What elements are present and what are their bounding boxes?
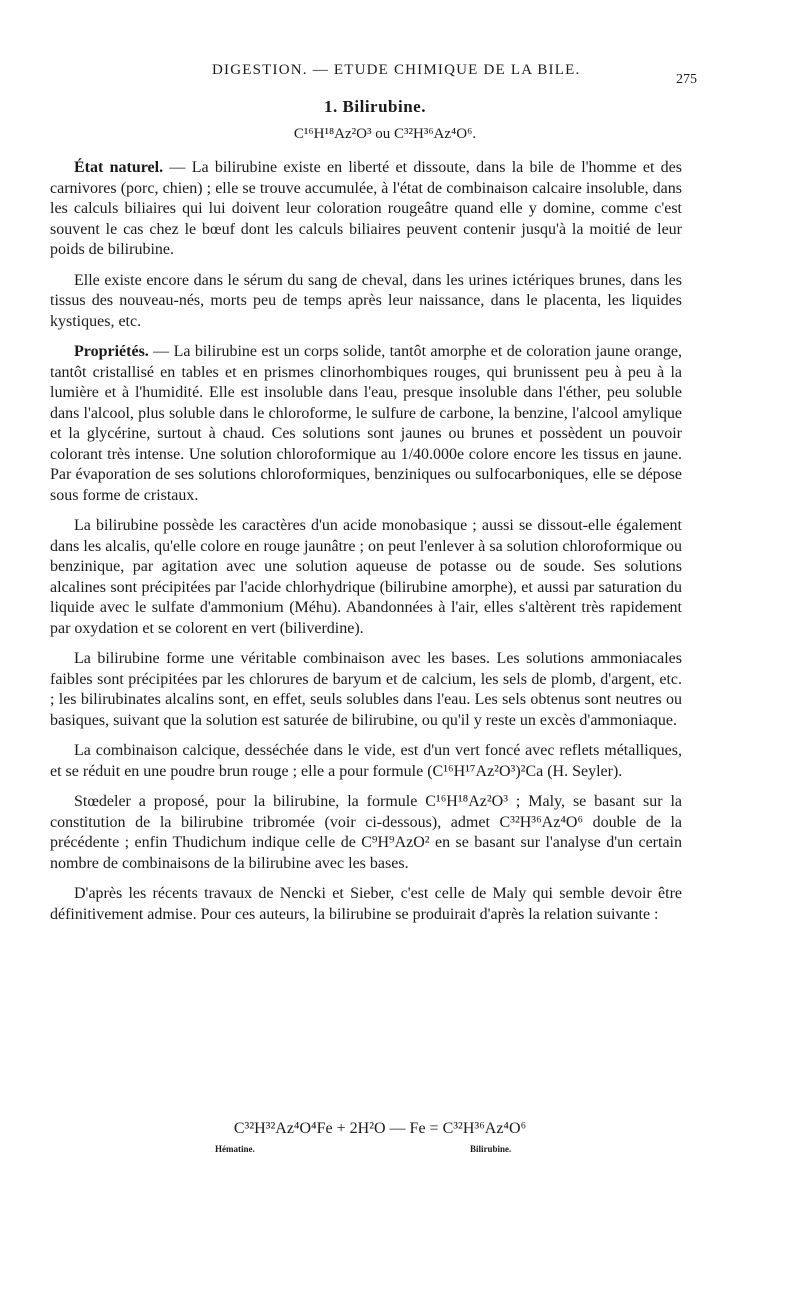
running-head: DIGESTION. — ETUDE CHIMIQUE DE LA BILE. xyxy=(212,62,581,78)
paragraph-text: D'après les récents travaux de Nencki et Sieber, c'est celle de Maly qui semble devoir être définitivement admise. Pour ces auteurs, la bilirubine se produirait d'après la relation suivante : xyxy=(50,885,682,923)
paragraph-text: La bilirubine forme une véritable combinaison avec les bases. Les solutions ammoniacales faibles sont précipitées par les chlorures de baryum et de calcium, les sels de plomb, d'argent, etc. ; les bilirubinates alcalins sont, en effet, seuls solubles dans l'eau. Les sels obtenus sont neutres ou basiques, suivant que la solution est saturée de bilirubine, ou qu'il y reste un excès d'ammoniaque. xyxy=(50,650,682,729)
paragraph-text: La combinaison calcique, desséchée dans le vide, est d'un vert foncé avec reflets métalliques, et se réduit en une poudre brun rouge ; elle a pour formule (C¹⁶H¹⁷Az²O³)²Ca (H. Seyler). xyxy=(50,742,682,780)
paragraph-text: Stœdeler a proposé, pour la bilirubine, la formule C¹⁶H¹⁸Az²O³ ; Maly, se basant sur la constitution de la bilirubine tribromée (voir ci-dessous), admet C³²H³⁶Az⁴O⁶ double de la précédente ; enfin Thudichum indique celle de C⁹H⁹AzO² en se basant sur l'analyse d'un certain nombre de combinaisons de la bilirubine avec les bases. xyxy=(50,793,682,872)
bilirubine-label: Bilirubine. xyxy=(470,1144,512,1154)
body-text xyxy=(50,158,682,935)
page-number: 275 xyxy=(676,72,697,87)
section-title: 1. Bilirubine. xyxy=(324,97,426,116)
paragraph-label: État naturel. xyxy=(74,159,164,176)
paragraph-text: La bilirubine possède les caractères d'un acide monobasique ; aussi se dissout-elle également dans les alcalis, qu'elle colore en rouge jaunâtre ; on peut l'enlever à sa solution chloroformique ou benzinique, par agitation avec une solution aqueuse de potasse ou de soude. Ses solutions alcalines sont précipitées par l'acide chlorhydrique (bilirubine amorphe), et aussi par saturation du liquide avec le sulfate d'ammonium (Méhu). Abandonnées à l'air, elles s'altèrent très rapidement par oxydation et se colorent en vert (biliverdine). xyxy=(50,517,682,637)
chemical-formulas: C¹⁶H¹⁸Az²O³ ou C³²H³⁶Az⁴O⁶. xyxy=(293,126,477,142)
paragraph xyxy=(50,741,682,782)
paragraph xyxy=(50,342,682,506)
paragraph-text: — La bilirubine est un corps solide, tantôt amorphe et de coloration jaune orange, tantôt cristallisé en tables et en prismes clinorhombiques rouges, qui brunissent peu à peu à la lumière et à l'humidité. Elle est insoluble dans l'eau, presque insoluble dans l'éther, peu soluble dans l'alcool, plus soluble dans le chloroforme, le sulfure de carbone, la benzine, l'alcool amylique et la glycérine, surtout à chaud. Ces solutions sont jaunes ou brunes et possèdent un pouvoir colorant très intense. Une solution chloroformique au 1/40.000e colore encore les tissus en jaune. Par évaporation de ses solutions chloroformiques, benziniques ou sulfocarboniques, elle se dépose sous forme de cristaux. xyxy=(50,343,682,504)
paragraph-text: — La bilirubine existe en liberté et dissoute, dans la bile de l'homme et des carnivores (porc, chien) ; elle se trouve accumulée, à l'état de combinaison calcaire insoluble, dans les calculs biliaires qui lui doivent leur coloration rougeâtre quand elle y domine, comme c'est souvent le cas chez le bœuf dont les calculs biliaires peuvent contenir jusqu'à la moitié de leur poids de bilirubine. xyxy=(50,159,683,258)
paragraph xyxy=(50,158,682,261)
paragraph xyxy=(50,884,682,925)
paragraph xyxy=(50,649,682,731)
reaction-equation: C³²H³²Az⁴O⁴Fe + 2H²O — Fe = C³²H³⁶Az⁴O⁶ xyxy=(233,1120,527,1137)
paragraph xyxy=(50,516,682,639)
paragraph-text: Elle existe encore dans le sérum du sang de cheval, dans les urines ictériques brunes, dans les tissus des nouveau-nés, morts peu de temps après leur naissance, dans le placenta, les liquides kystiques, etc. xyxy=(50,271,682,330)
hematine-label: Hématine. xyxy=(215,1144,255,1154)
paragraph xyxy=(50,271,682,333)
paragraph xyxy=(50,792,682,874)
paragraph-label: Propriétés. xyxy=(74,343,149,360)
